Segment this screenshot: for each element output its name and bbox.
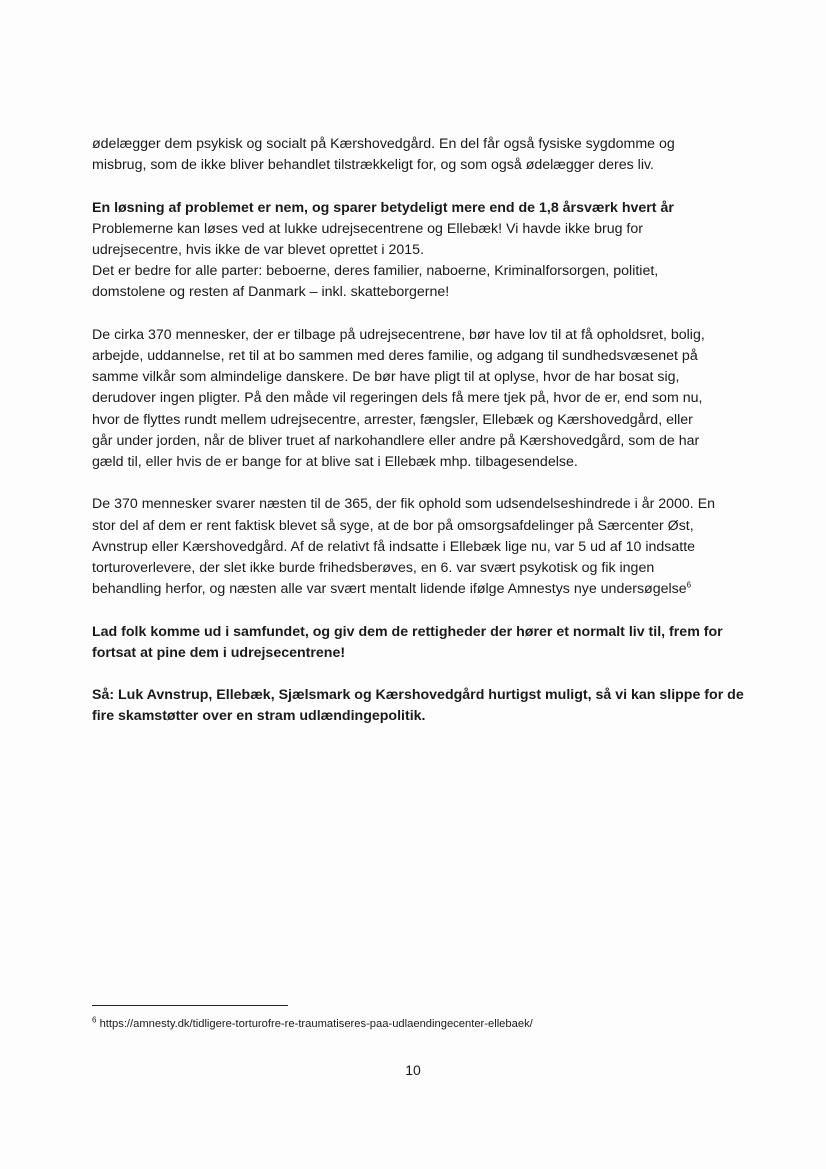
paragraph-4: [92, 494, 742, 600]
text-line: gæld til, eller hvis de er bange for at blive sat i Ellebæk mhp. tilbagesendelse.: [92, 454, 578, 471]
paragraph-1: [92, 134, 742, 176]
text-line-with-footnote: [92, 579, 742, 600]
text-line: fortsat at pine dem i udrejsecentrene!: [92, 644, 346, 661]
text-line: stor del af dem er rent faktisk blevet så syge, at de bor på omsorgsafdelinger på Særcenter Øst,: [92, 517, 694, 534]
text-line: samme vilkår som almindelige danskere. De bør have pligt til at oplyse, hvor de har bosat sig,: [92, 369, 680, 386]
paragraph-2: [92, 198, 742, 304]
text-line: Problemerne kan løses ved at lukke udrejsecentrene og Ellebæk! Vi havde ikke brug for: [92, 220, 643, 237]
text-line: misbrug, som de ikke bliver behandlet tilstrækkeligt for, og som også ødelægger deres liv.: [92, 157, 654, 174]
text-line: hvor de flyttes rundt mellem udrejsecentre, arrester, fængsler, Ellebæk og Kærshovedgård, eller: [92, 411, 693, 428]
text-line: derudover ingen pligter. På den måde vil regeringen dels få mere tjek på, hvor de er, end som nu,: [92, 390, 703, 407]
footnote-divider: [92, 1005, 288, 1006]
text-line: går under jorden, når de bliver truet af narkohandlere eller andre på Kærshovedgård, som de har: [92, 432, 700, 449]
footnote: [92, 1017, 533, 1031]
text-line: De cirka 370 mennesker, der er tilbage på udrejsecentrene, bør have lov til at få opholdsret, bolig,: [92, 326, 705, 343]
footnote-reference[interactable]: 6: [686, 580, 692, 590]
text-line: Det er bedre for alle parter: beboerne, deres familier, naboerne, Kriminalforsorgen, politiet,: [92, 263, 659, 280]
paragraph-6: [92, 685, 742, 727]
paragraph-3: [92, 325, 742, 473]
footnote-link[interactable]: https://amnesty.dk/tidligere-torturofre-re-traumatiseres-paa-udlaendingecenter-ellebaek/: [99, 1018, 533, 1030]
body-text: [92, 134, 742, 749]
footnote-number: 6: [92, 1015, 97, 1025]
page-number: 10: [405, 1062, 421, 1078]
paragraph-5: [92, 622, 742, 664]
text-line: De 370 mennesker svarer næsten til de 365, der fik ophold som udsendelseshindrede i år 2000. En: [92, 496, 716, 513]
text-line: domstolene og resten af Danmark – inkl. skatteborgerne!: [92, 284, 450, 301]
text-line: behandling herfor, og næsten alle var svært mentalt lidende ifølge Amnestys nye undersøgelse: [92, 581, 687, 598]
text-line: ødelægger dem psykisk og socialt på Kærshovedgård. En del får også fysiske sygdomme og: [92, 136, 675, 152]
text-line: Så: Luk Avnstrup, Ellebæk, Sjælsmark og Kærshovedgård hurtigst muligt, så vi kan slippe for de: [92, 687, 744, 704]
text-line: fire skamstøtter over en stram udlændingepolitik.: [92, 708, 426, 725]
text-line: torturoverlevere, der slet ikke burde frihedsberøves, en 6. var svært psykotisk og fik ingen: [92, 560, 655, 577]
text-line: udrejsecentre, hvis ikke de var blevet oprettet i 2015.: [92, 242, 425, 258]
text-line: arbejde, uddannelse, ret til at bo sammen med deres familie, og adgang til sundhedsvæsenet på: [92, 348, 698, 364]
section-heading: En løsning af problemet er nem, og sparer betydeligt mere end de 1,8 årsværk hvert år: [92, 199, 674, 216]
text-line: Lad folk komme ud i samfundet, og giv dem de rettigheder der hører et normalt liv til, frem for: [92, 623, 723, 640]
text-line: Avnstrup eller Kærshovedgård. Af de relativt få indsatte i Ellebæk lige nu, var 5 ud af 10 indsatte: [92, 538, 696, 555]
